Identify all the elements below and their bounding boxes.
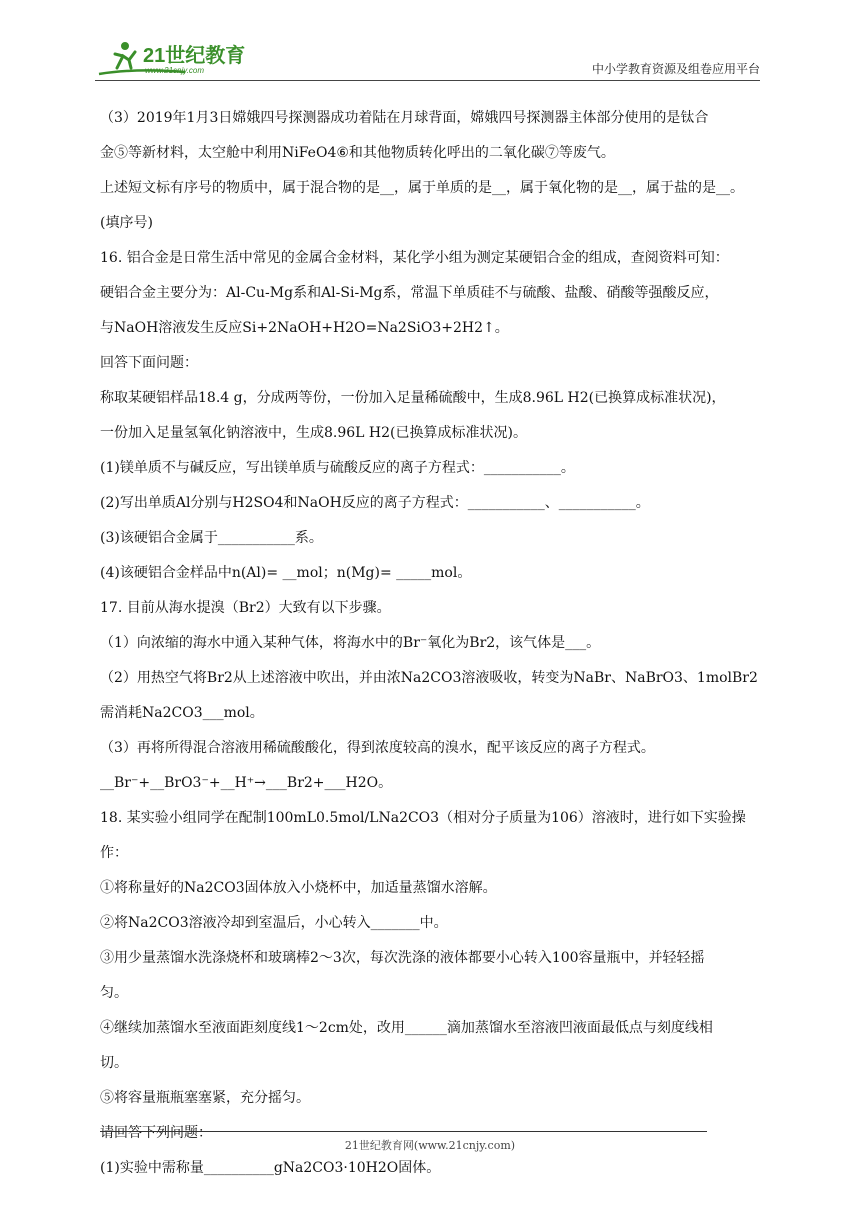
text-line: （3）再将所得混合溶液用稀硫酸酸化，得到浓度较高的溴水，配平该反应的离子方程式。	[100, 740, 655, 756]
text-line: (2)写出单质Al分别与H2SO4和NaOH反应的离子方程式：___________、___________。	[100, 495, 650, 511]
question-17-line: 17. 目前从海水提溴（Br2）大致有以下步骤。	[100, 600, 391, 616]
text-line: 请回答下列问题：	[100, 1125, 212, 1141]
text-line: 匀。	[100, 985, 128, 1001]
text-line: 一份加入足量氢氧化钠溶液中，生成8.96L H2(已换算成标准状况)。	[100, 425, 527, 441]
text-line: ④继续加蒸馏水至液面距刻度线1～2cm处，改用______滴加蒸馏水至溶液凹液面最低点与刻度线相	[100, 1020, 713, 1036]
text-line: ⑤将容量瓶瓶塞塞紧，充分摇匀。	[100, 1090, 310, 1106]
text-line: 上述短文标有序号的物质中，属于混合物的是__，属于单质的是__，属于氧化物的是__，属于盐的是__。	[100, 180, 744, 196]
site-logo	[95, 38, 265, 78]
page-header	[95, 38, 760, 82]
text-line: ①将称量好的Na2CO3固体放入小烧杯中，加适量蒸馏水溶解。	[100, 880, 497, 896]
header-divider	[95, 80, 760, 81]
question-16-line: 16. 铝合金是日常生活中常见的金属合金材料，某化学小组为测定某硬铝合金的组成，查阅资料可知：	[100, 250, 729, 266]
text-line: 与NaOH溶液发生反应Si+2NaOH+H2O=Na2SiO3+2H2↑。	[100, 320, 509, 336]
page-footer: 21世纪教育网(www.21cnjy.com)	[344, 1139, 516, 1152]
text-line: 作：	[100, 845, 128, 861]
footer-divider	[100, 1131, 707, 1132]
text-line: (填序号)	[100, 215, 153, 231]
text-line: 硬铝合金主要分为：Al-Cu-Mg系和Al-Si-Mg系，常温下单质硅不与硫酸、盐酸、硝酸等强酸反应，	[100, 285, 719, 301]
text-line: 切。	[100, 1055, 128, 1071]
text-line: 称取某硬铝样品18.4 g，分成两等份，一份加入足量稀硫酸中，生成8.96L H2(已换算成标准状况)，	[100, 390, 726, 406]
logo-url: www.21cnjy.com	[145, 66, 204, 75]
text-line: ③用少量蒸馏水洗涤烧杯和玻璃棒2～3次，每次洗涤的液体都要小心转入100容量瓶中，并轻轻摇	[100, 950, 705, 966]
text-line: ②将Na2CO3溶液冷却到室温后，小心转入_______中。	[100, 915, 448, 931]
text-line: (3)该硬铝合金属于___________系。	[100, 530, 323, 546]
logo-text: 21世纪教育	[143, 45, 246, 67]
text-line: （1）向浓缩的海水中通入某种气体，将海水中的Br⁻氧化为Br2，该气体是___。	[100, 635, 601, 651]
text-line: 需消耗Na2CO3___mol。	[100, 705, 264, 721]
text-line: （3）2019年1月3日嫦娥四号探测器成功着陆在月球背面，嫦娥四号探测器主体部分使用的是钛合	[100, 110, 709, 126]
header-platform-name: 中小学教育资源及组卷应用平台	[591, 62, 760, 76]
text-line: 金⑤等新材料，太空舱中利用NiFeO4⑥和其他物质转化呼出的二氧化碳⑦等废气。	[100, 145, 615, 161]
text-line: (4)该硬铝合金样品中n(Al)= __mol；n(Mg)= _____mol。	[100, 565, 472, 581]
text-line: 回答下面问题：	[100, 355, 198, 371]
text-line: __Br⁻+__BrO3⁻+__H⁺→___Br2+___H2O。	[100, 775, 393, 791]
text-line: (1)实验中需称量__________gNa2CO3·10H2O固体。	[100, 1160, 441, 1176]
text-line: (1)镁单质不与碱反应，写出镁单质与硫酸反应的离子方程式：___________。	[100, 460, 575, 476]
document-body	[100, 101, 764, 1186]
question-18-line: 18. 某实验小组同学在配制100mL0.5mol/LNa2CO3（相对分子质量为106）溶液时，进行如下实验操	[100, 810, 746, 826]
text-line: （2）用热空气将Br2从上述溶液中吹出，并由浓Na2CO3溶液吸收，转变为NaBr、NaBrO3、1molBr2	[100, 670, 758, 686]
